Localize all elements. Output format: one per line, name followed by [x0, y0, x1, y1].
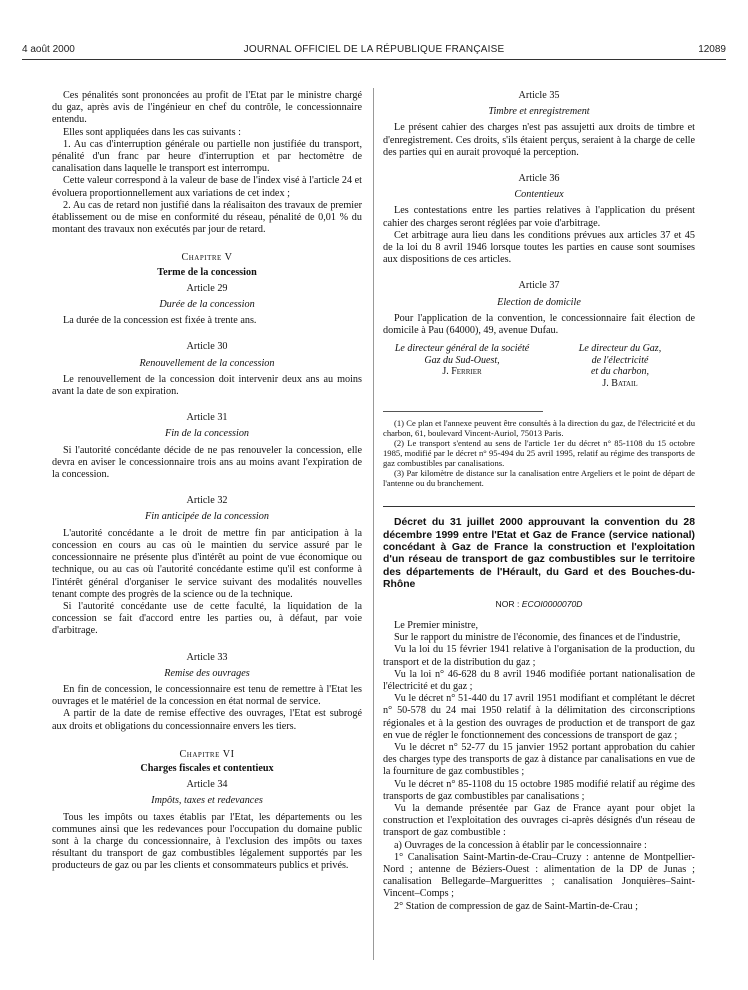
paragraph: 1° Canalisation Saint-Martin-de-Crau–Cruzy : antenne de Montpellier-Nord ; antenne de Béziers-Ouest : alimentation de la DP de Junas ; canalisation Bellegarde–Marguerittes ; canalisation Jonquières–Saint-Vincent–Comps ; — [383, 851, 695, 900]
article-subtitle: Renouvellement de la concession — [139, 357, 275, 369]
paragraph: Si l'autorité concédante décide de ne pas renouveler la concession, elle devra en aviser le concessionnaire trois ans au moins avant l'expiration de la concession. — [52, 444, 362, 481]
article-heading: Article 37 — [518, 280, 560, 292]
paragraph: Vu la demande présentée par Gaz de France ayant pour objet la construction et l'exploitation des ouvrages ci-après désignés d'un réseau de transport de gaz combustible : — [383, 802, 695, 839]
header-date: 4 août 2000 — [22, 44, 75, 55]
signatory-name: J. Batail — [602, 377, 638, 389]
paragraph: Cette valeur correspond à la valeur de base de l'index visé à l'article 24 et évoluera proportionnellement aux variations de cet index ; — [52, 175, 362, 199]
article-heading: Article 30 — [186, 341, 228, 353]
chapter-title: Charges fiscales et contentieux — [140, 762, 274, 774]
header-divider — [22, 59, 726, 60]
paragraph: En fin de concession, le concessionnaire est tenu de remettre à l'Etat les ouvrages et le matériel de la concession en état normal de service. — [52, 683, 362, 708]
nor-reference — [383, 598, 695, 610]
paragraph: Si l'autorité concédante use de cette faculté, la liquidation de la concession se fait d'accord entre les parties ou, à défaut, par voie d'arbitrage. — [52, 600, 362, 637]
paragraph: Le Premier ministre, — [394, 619, 479, 631]
paragraph: L'autorité concédante a le droit de mettre fin par anticipation à la concession en cours au cas où le maintien du service assuré par le concessionnaire ne présente plus d'intérêt au point de vue économique ou technique, ou au cas où l'autorité concédante estime qu'il est conforme à l'intérêt général d'organiser le service suivant des modalités nouvelles tenant compte des progrès de la science ou de la technique. — [52, 527, 362, 600]
paragraph: Cet arbitrage aura lieu dans les conditions prévues aux articles 37 et 45 de la loi du 8 avril 1946 lorsque toutes les parties en cause sont soumises aux dispositions de ces articles. — [383, 229, 695, 266]
article-heading: Article 32 — [186, 495, 228, 507]
signature-left — [383, 343, 541, 378]
chapter-heading: Chapitre VI — [179, 748, 235, 760]
paragraph: Le présent cahier des charges n'est pas assujetti aux droits de timbre et d'enregistrement. Ces droits, s'ils étaient perçus, seraient à la charge de celle des parties qui en aurait provoqué la perception. — [383, 122, 695, 158]
article-subtitle: Election de domicile — [497, 296, 581, 308]
footnote: (1) Ce plan et l'annexe peuvent être consultés à la direction du gaz, de l'électricité et du charbon, 61, boulevard Vincent-Auriol, 75013 Paris. — [383, 418, 695, 439]
article-heading: Article 33 — [186, 651, 228, 663]
paragraph: Les contestations entre les parties relatives à l'application du présent cahier des charges seront réglées par voie d'arbitrage. — [383, 205, 695, 229]
article-heading: Article 35 — [518, 90, 560, 101]
chapter-heading: Chapitre V — [181, 252, 233, 264]
footnote: (2) Le transport s'entend au sens de l'article 1er du décret n° 85-1108 du 15 octobre 1985, modifié par le décret n° 95-494 du 25 avril 1995, relatif au régime des transports de gaz combustibles par canalisations. — [383, 438, 695, 469]
article-subtitle: Fin anticipée de la concession — [145, 511, 269, 523]
chapter-title: Terme de la concession — [157, 266, 257, 278]
signatory-name: J. Ferrier — [442, 366, 482, 378]
left-column — [52, 90, 362, 873]
article-subtitle: Contentieux — [514, 189, 564, 201]
article-subtitle: Impôts, taxes et redevances — [151, 795, 263, 807]
paragraph: Le renouvellement de la concession doit intervenir deux ans au moins avant la date de son expiration. — [52, 373, 362, 398]
nor-code: ECOI0000070D — [521, 598, 583, 609]
paragraph: Vu le décret n° 85-1108 du 15 octobre 1985 modifié relatif au régime des transports de gaz combustibles par canalisations ; — [383, 778, 695, 802]
paragraph: Tous les impôts ou taxes établis par l'Etat, les départements ou les communes ainsi que les redevances pour l'occupation du domaine public sont à la charge du concessionnaire, à l'exclusion des impôts ou taxes résultant du transport de gaz combustibles légalement supportés par les producteurs de gaz ou par les clients et consommateurs publics et privés. — [52, 811, 362, 872]
paragraph: 2. Au cas de retard non justifié dans la réalisaiton des travaux de premier établissement ou de mise en conformité du réseau, pénalité de 0,01 % du montant des travaux non exécutés par jour de retard. — [52, 199, 362, 236]
header-title: JOURNAL OFFICIEL DE LA RÉPUBLIQUE FRANÇAISE — [243, 44, 505, 55]
header-page-number: 12089 — [698, 44, 726, 55]
paragraph: La durée de la concession est fixée à trente ans. — [63, 315, 257, 327]
signature-role: Le directeur général de la société — [394, 343, 530, 355]
paragraph: Vu la loi n° 46-628 du 8 avril 1946 modifiée portant nationalisation de l'électricité et du gaz ; — [383, 668, 695, 692]
paragraph: A partir de la date de remise effective des ouvrages, l'Etat est subrogé aux droits et obligations du concessionnaire envers les tiers. — [52, 708, 362, 732]
right-column — [383, 90, 695, 913]
article-subtitle: Durée de la concession — [159, 299, 255, 311]
footnote-divider — [383, 411, 543, 412]
article-subtitle: Timbre et enregistrement — [488, 106, 590, 118]
paragraph: Vu le décret n° 52-77 du 15 janvier 1952 portant approbation du cahier des charges type des transports de gaz à distance par canalisations en vue de la fourniture de gaz combustibles ; — [383, 741, 695, 778]
signature-role: Le directeur du Gaz, — [578, 343, 662, 355]
article-heading: Article 36 — [518, 173, 560, 185]
paragraph: Sur le rapport du ministre de l'économie, des finances et de l'industrie, — [394, 632, 681, 644]
paragraph: a) Ouvrages de la concession à établir par le concessionnaire : — [394, 839, 647, 851]
paragraph: Ces pénalités sont prononcées au profit de l'Etat par le ministre chargé du gaz, après avis de l'ingénieur en chef du contrôle, le concessionnaire entendu. — [52, 90, 362, 126]
column-divider — [373, 88, 374, 960]
paragraph: Vu la loi du 15 février 1941 relative à l'organisation de la production, du transport et de la distribution du gaz ; — [383, 644, 695, 668]
signature-role: Gaz du Sud-Ouest, — [424, 354, 500, 366]
signature-right — [545, 343, 695, 389]
paragraph: Pour l'application de la convention, le concessionnaire fait élection de domicile à Pau (64000), 49, avenue Dufau. — [383, 312, 695, 337]
signature-role: et du charbon, — [590, 366, 650, 378]
paragraph: Elles sont appliquées dans les cas suivants : — [63, 126, 241, 138]
section-divider — [383, 506, 695, 507]
signature-block — [383, 343, 695, 399]
article-heading: Article 31 — [186, 412, 228, 424]
article-subtitle: Fin de la concession — [164, 428, 250, 440]
article-heading: Article 34 — [186, 779, 228, 791]
signature-role: de l'électricité — [591, 354, 649, 366]
paragraph: 2° Station de compression de gaz de Saint-Martin-de-Crau ; — [394, 900, 638, 912]
decree-title: Décret du 31 juillet 2000 approuvant la convention du 28 décembre 1999 entre l'Etat et Gaz de France (service national) concédant à Gaz de France la construction et l'exploitation d'un réseau de transport de gaz combustibles sur le territoire des départements de l'Hérault, du Gard et des Bouches-du-Rhône — [383, 517, 695, 591]
paragraph: Vu le décret n° 51-440 du 17 avril 1951 modifiant et complétant le décret n° 50-578 du 24 mai 1950 relatif à la délimitation des circonscriptions régionales et à la gestion des ouvrages de production et de transport de gaz en vue de régler le fonctionnement des concessions de transport de gaz ; — [383, 693, 695, 741]
footnote: (3) Par kilomètre de distance sur la canalisation entre Argeliers et le point de départ de l'antenne ou du branchement. — [383, 468, 695, 489]
paragraph: 1. Au cas d'interruption générale ou partielle non justifiée du transport, pénalité d'un franc par heure d'interruption et par hectomètre de canalisation dans laquelle le transport est interrompu. — [52, 138, 362, 175]
nor-label: NOR : — [495, 598, 522, 609]
article-heading: Article 29 — [186, 282, 228, 294]
article-subtitle: Remise des ouvrages — [164, 667, 250, 679]
